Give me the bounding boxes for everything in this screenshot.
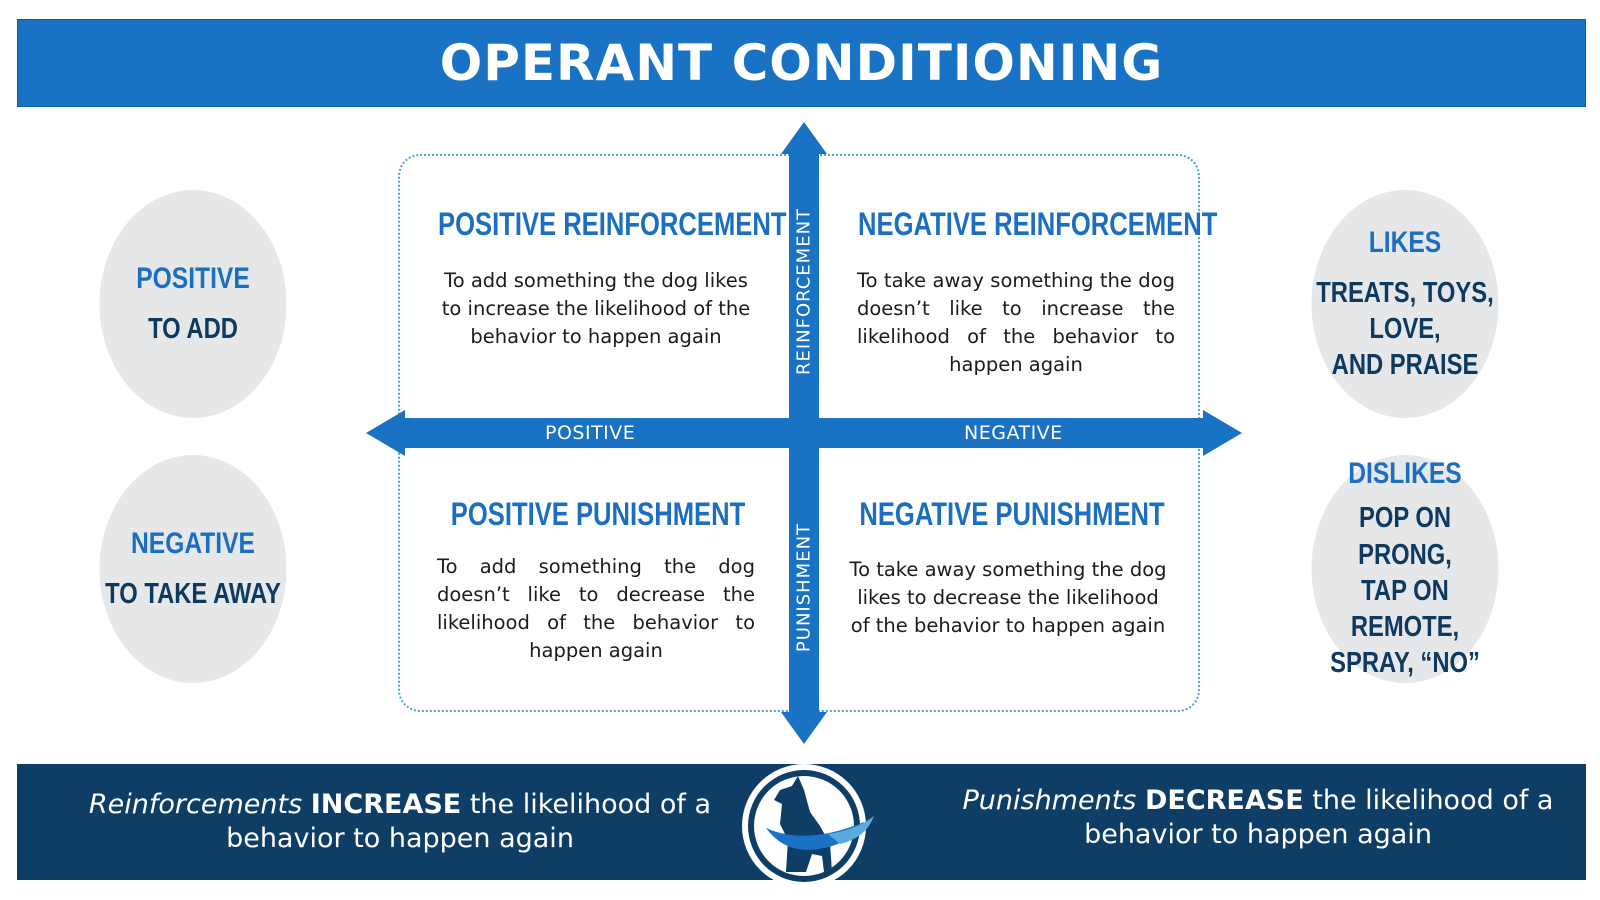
circle-likes-line: AND PRAISE [1331,349,1479,382]
axis-label-reinforcement: REINFORCEMENT [793,207,815,376]
quadrant-title-negative-punishment: NEGATIVE PUNISHMENT [859,496,1165,532]
circle-dislikes-line: TAP ON REMOTE, [1350,574,1460,644]
footer-right-line-1 [908,784,1600,818]
footer-left-text [40,788,760,856]
footer-right-italic: Punishments [962,785,1137,816]
dog-silhouette-icon [736,760,886,892]
quadrant-body-positive-punishment: To add something the dog doesn’t like to decrease the likelihood of the behavior to happen again [437,555,755,662]
quadrant-body-negative-reinforcement: To take away something the dog doesn’t like to increase the likelihood of the behavior to happen again [857,269,1175,376]
circle-positive-sub: TO ADD [148,312,238,345]
circle-negative-sub: TO TAKE AWAY [105,577,281,610]
circle-negative-title: NEGATIVE [131,526,255,560]
axis-label-positive: POSITIVE [545,422,636,444]
footer-right-bold: DECREASE [1144,785,1304,816]
footer-left-bold: INCREASE [310,789,462,820]
circle-likes-title: LIKES [1368,225,1442,259]
quadrant-title-positive-punishment: POSITIVE PUNISHMENT [450,496,746,532]
circle-dislikes-line: SPRAY, “NO” [1330,647,1480,680]
page-title: OPERANT CONDITIONING [439,34,1164,92]
axis-label-punishment: PUNISHMENT [793,522,815,653]
quadrant-body-negative-punishment: To take away something the dog likes to decrease the likelihood of the behavior to happen again [849,558,1167,637]
circle-likes-line: TREATS, TOYS, LOVE, [1316,276,1494,345]
footer-left-line-2: behavior to happen again [226,823,574,854]
quadrant-body-positive-reinforcement: To add something the dog likes to increase the likelihood of the behavior to happen again [441,269,751,348]
axis-label-negative: NEGATIVE [964,422,1063,444]
footer-right-line-2: behavior to happen again [1084,819,1432,850]
footer-left-italic: Reinforcements [88,789,303,820]
footer-left-rest: the likelihood of a [469,789,712,820]
circle-positive-title: POSITIVE [136,261,250,295]
footer-right-text [908,784,1600,852]
quadrant-title-positive-reinforcement: POSITIVE REINFORCEMENT [438,206,787,242]
quadrant-title-negative-reinforcement: NEGATIVE REINFORCEMENT [858,206,1218,242]
circle-dislikes-title: DISLIKES [1348,457,1462,491]
footer-right-rest: the likelihood of a [1312,785,1554,816]
footer-left-line-1 [40,788,760,822]
circle-dislikes-line: POP ON PRONG, [1358,502,1452,571]
